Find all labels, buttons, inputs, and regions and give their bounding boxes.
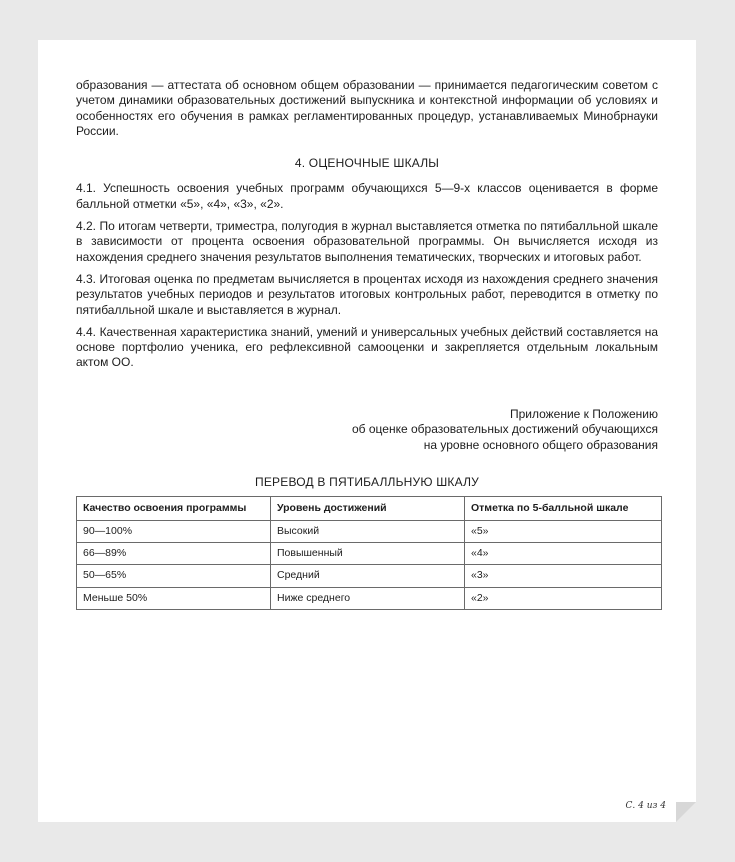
table-row <box>77 587 662 609</box>
table-cell: Средний <box>271 565 465 587</box>
column-header: Отметка по 5-балльной шкале <box>465 496 662 520</box>
table-cell: «4» <box>465 543 662 565</box>
table-cell: 90—100% <box>77 520 271 542</box>
table-row <box>77 520 662 542</box>
table-cell: «5» <box>465 520 662 542</box>
page-corner-fold <box>676 802 696 822</box>
table-cell: «2» <box>465 587 662 609</box>
table-header-row <box>77 496 662 520</box>
table-title: ПЕРЕВОД В ПЯТИБАЛЛЬНУЮ ШКАЛУ <box>255 475 479 490</box>
table-cell: Меньше 50% <box>77 587 271 609</box>
table-cell: Высокий <box>271 520 465 542</box>
intro-paragraph: образования — аттестата об основном общем образовании — принимается педагогическим советом с учетом динамики образовательных достижений выпускника и контекстной информации об условиях и особенностях его обучения в рамках регламентированных процедур, устанавливаемых Минобрнауки России. <box>76 78 658 138</box>
document-page <box>38 40 696 822</box>
page-number: С. 4 из 4 <box>625 801 666 811</box>
grade-conversion-table <box>76 496 662 610</box>
appendix-line: на уровне основного общего образования <box>423 437 658 452</box>
column-header: Качество освоения программы <box>77 496 271 520</box>
table-row <box>77 543 662 565</box>
table-cell: Ниже среднего <box>271 587 465 609</box>
table-cell: Повышенный <box>271 543 465 565</box>
table-cell: 50—65% <box>77 565 271 587</box>
column-header: Уровень достижений <box>271 496 465 520</box>
table-cell: 66—89% <box>77 543 271 565</box>
section-title: 4. ОЦЕНОЧНЫЕ ШКАЛЫ <box>294 156 440 171</box>
paragraph-4-1: 4.1. Успешность освоения учебных программ обучающихся 5—9-х классов оценивается в форме балльной отметки «5», «4», «3», «2». <box>76 181 658 211</box>
appendix-note <box>76 407 658 454</box>
appendix-line: Приложение к Положению <box>509 406 658 421</box>
paragraph-4-4: 4.4. Качественная характеристика знаний, умений и универсальных учебных действий составляется на основе портфолио ученика, его рефлексивной самооценки и закрепляется отдельным локальным актом ОО. <box>76 324 658 370</box>
appendix-line: об оценке образовательных достижений обучающихся <box>351 422 658 437</box>
paragraph-4-2: 4.2. По итогам четверти, триместра, полугодия в журнал выставляется отметка по пятибалльной шкале в зависимости от процента освоения образовательной программы. Он вычисляется исходя из нахождения среднего значения результатов выполнения тематических, творческих и итоговых работ. <box>76 219 658 264</box>
document-content <box>76 78 658 610</box>
table-cell: «3» <box>465 565 662 587</box>
paragraph-4-3: 4.3. Итоговая оценка по предметам вычисляется в процентах исходя из нахождения среднего значения результатов учебных периодов и результатов итоговых контрольных работ, переводится в отметку по пятибалльной шкале и выставляется в журнал. <box>76 271 658 317</box>
table-row <box>77 565 662 587</box>
